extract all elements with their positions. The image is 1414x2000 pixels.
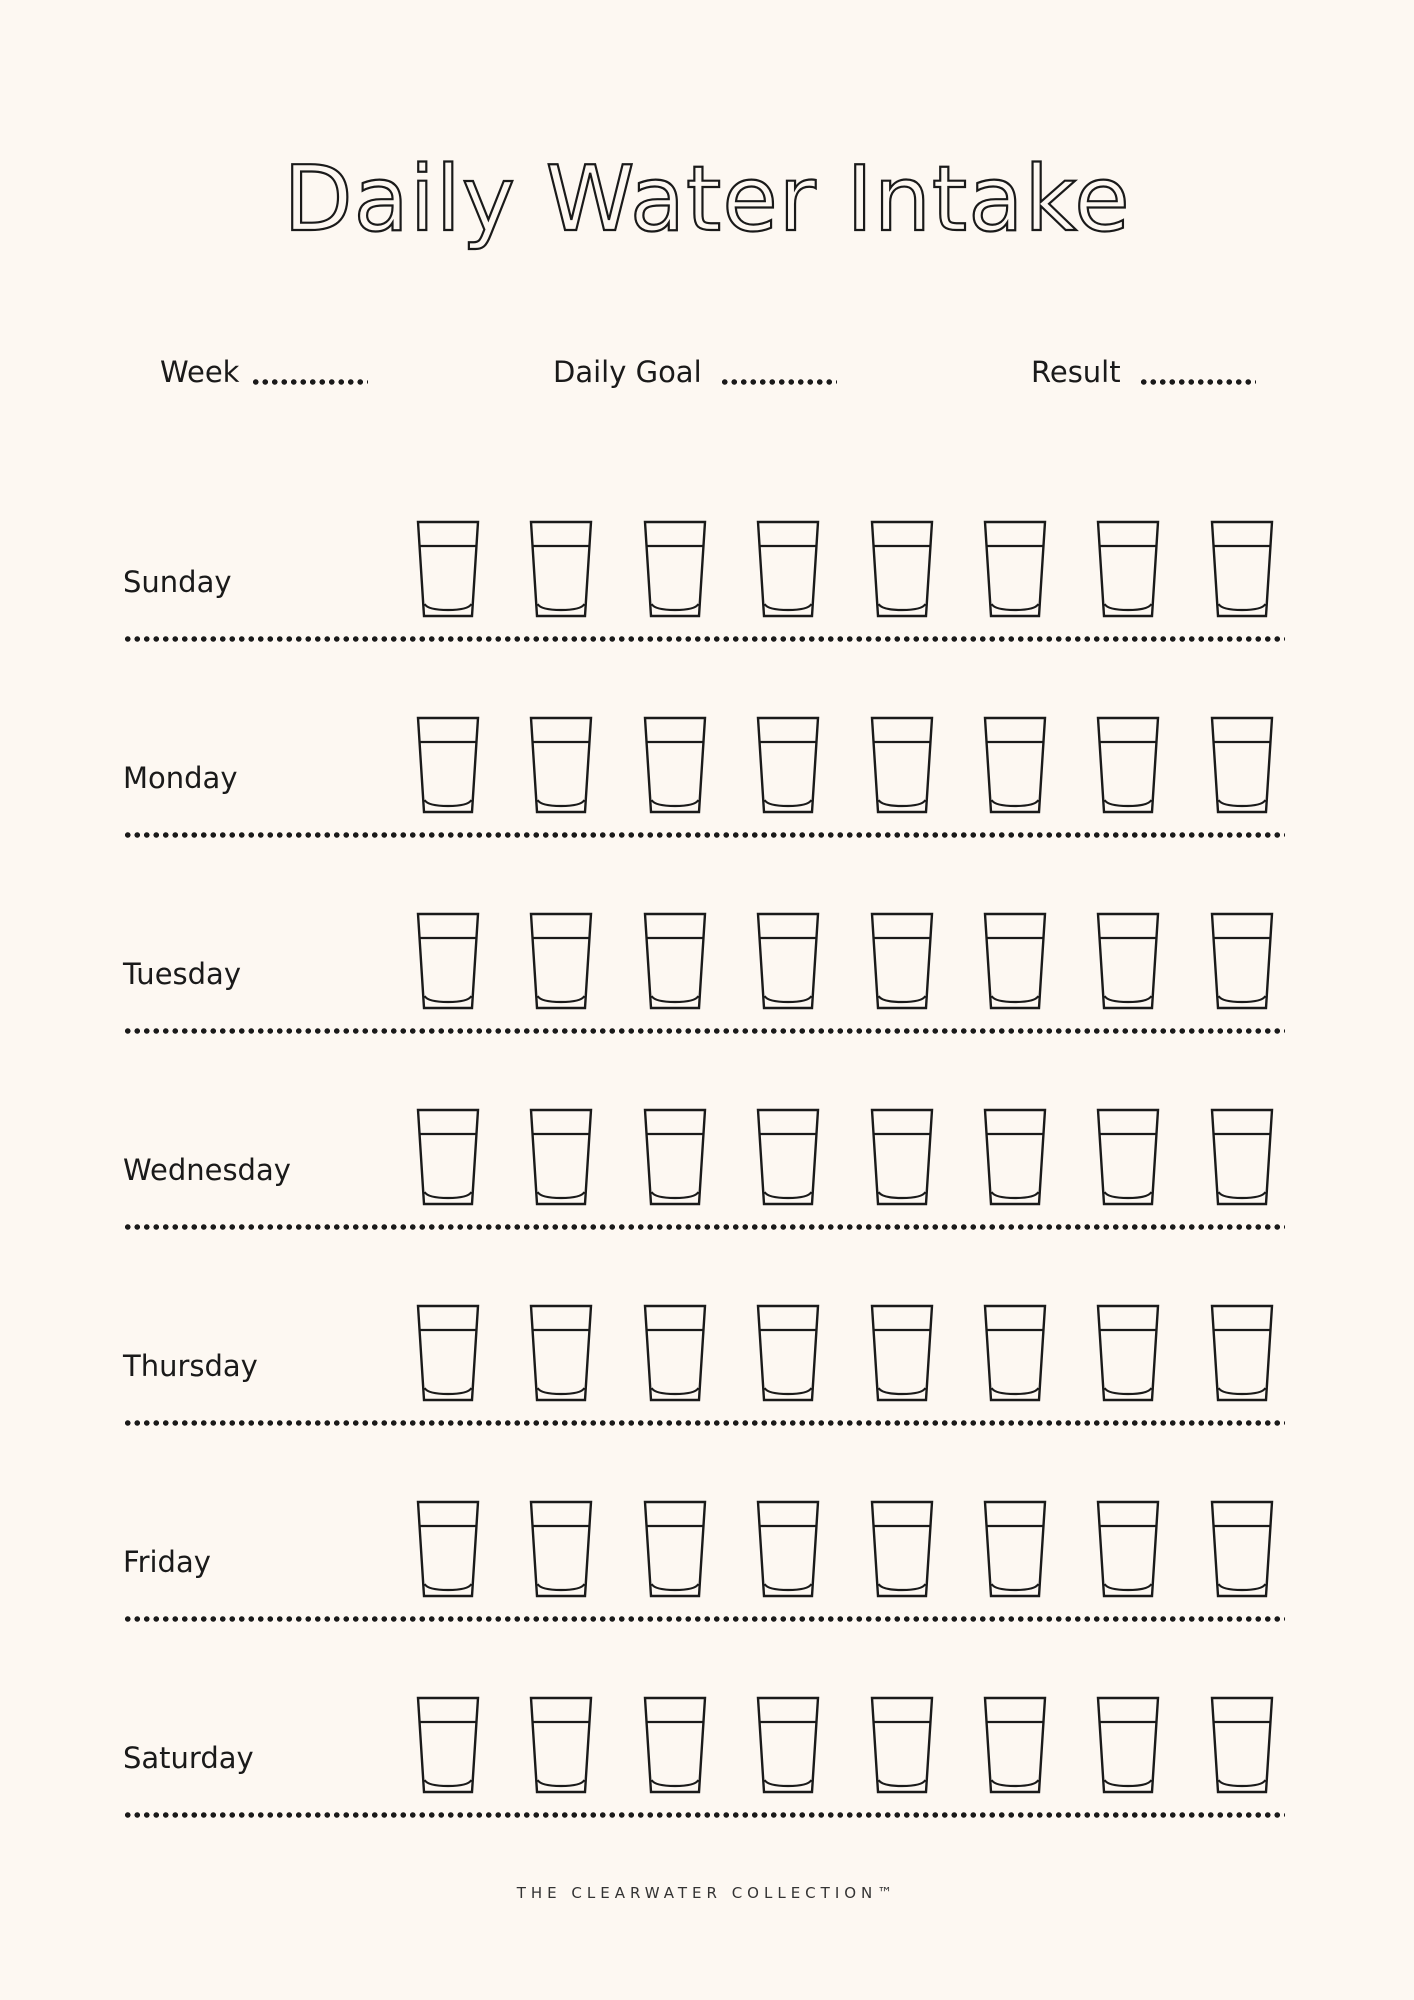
day-row [0,1500,1414,1696]
water-glass-icon[interactable] [756,1500,820,1600]
water-glass-icon[interactable] [756,912,820,1012]
water-glass-icon[interactable] [643,1108,707,1208]
water-glass-icon[interactable] [1096,1696,1160,1796]
water-glass-icon[interactable] [870,1500,934,1600]
water-glass-icon[interactable] [1096,1500,1160,1600]
day-label: Wednesday [123,1153,291,1187]
row-dotted-line[interactable] [123,635,1285,643]
water-glass-icon[interactable] [416,1500,480,1600]
day-label: Tuesday [123,957,241,991]
row-dotted-line[interactable] [123,1027,1285,1035]
water-glass-icon[interactable] [983,1304,1047,1404]
water-glass-icon[interactable] [983,912,1047,1012]
water-glass-icon[interactable] [983,1500,1047,1600]
water-glass-icon[interactable] [870,1108,934,1208]
water-glass-icon[interactable] [870,1304,934,1404]
water-glass-icon[interactable] [1096,912,1160,1012]
water-glass-icon[interactable] [416,716,480,816]
water-glass-icon[interactable] [756,1696,820,1796]
day-row [0,716,1414,912]
row-dotted-line[interactable] [123,1223,1285,1231]
page-title [0,130,1414,270]
water-glass-icon[interactable] [416,1696,480,1796]
row-dotted-line[interactable] [123,1615,1285,1623]
water-glass-icon[interactable] [643,912,707,1012]
water-glass-icon[interactable] [529,1108,593,1208]
water-glass-icon[interactable] [643,716,707,816]
water-glass-icon[interactable] [756,1304,820,1404]
water-glass-icon[interactable] [416,1108,480,1208]
result-label: Result [1031,355,1121,389]
water-glass-icon[interactable] [983,1108,1047,1208]
water-glass-icon[interactable] [1210,520,1274,620]
water-glass-icon[interactable] [643,1500,707,1600]
water-glass-icon[interactable] [416,1304,480,1404]
row-dotted-line[interactable] [123,831,1285,839]
water-glass-icon[interactable] [983,716,1047,816]
water-glass-icon[interactable] [870,716,934,816]
water-glass-icon[interactable] [1210,1696,1274,1796]
day-row [0,912,1414,1108]
water-glass-icon[interactable] [1210,912,1274,1012]
water-glass-icon[interactable] [643,520,707,620]
water-glass-icon[interactable] [870,912,934,1012]
water-glass-icon[interactable] [1210,716,1274,816]
water-glass-icon[interactable] [1096,520,1160,620]
water-glass-icon[interactable] [416,520,480,620]
page-title-text: Daily Water Intake [283,147,1131,252]
water-glass-icon[interactable] [529,1304,593,1404]
row-dotted-line[interactable] [123,1811,1285,1819]
water-glass-icon[interactable] [756,520,820,620]
water-glass-icon[interactable] [870,1696,934,1796]
water-glass-icon[interactable] [529,520,593,620]
result-field[interactable] [1031,352,1256,392]
day-row [0,520,1414,716]
water-glass-icon[interactable] [1096,1304,1160,1404]
day-row [0,1108,1414,1304]
week-dotted-line[interactable] [251,379,368,385]
day-label: Thursday [123,1349,258,1383]
week-label: Week [160,355,240,389]
water-glass-icon[interactable] [756,716,820,816]
water-glass-icon[interactable] [983,520,1047,620]
water-glass-icon[interactable] [416,912,480,1012]
week-field[interactable] [160,352,368,392]
day-label: Friday [123,1545,211,1579]
result-dotted-line[interactable] [1139,379,1256,385]
water-glass-icon[interactable] [529,912,593,1012]
daily-goal-field[interactable] [553,352,837,392]
water-glass-icon[interactable] [756,1108,820,1208]
water-glass-icon[interactable] [1210,1304,1274,1404]
day-label: Saturday [123,1741,254,1775]
water-glass-icon[interactable] [1096,716,1160,816]
day-label: Sunday [123,565,232,599]
water-glass-icon[interactable] [643,1304,707,1404]
daily-goal-dotted-line[interactable] [720,379,837,385]
day-row [0,1696,1414,1892]
day-label: Monday [123,761,238,795]
water-glass-icon[interactable] [1096,1108,1160,1208]
water-glass-icon[interactable] [870,520,934,620]
water-glass-icon[interactable] [529,1500,593,1600]
water-glass-icon[interactable] [1210,1500,1274,1600]
water-glass-icon[interactable] [643,1696,707,1796]
water-glass-icon[interactable] [529,716,593,816]
footer-brand: THE CLEARWATER COLLECTION™ [516,1884,898,1902]
day-row [0,1304,1414,1500]
water-glass-icon[interactable] [529,1696,593,1796]
daily-goal-label: Daily Goal [553,355,702,389]
row-dotted-line[interactable] [123,1419,1285,1427]
water-glass-icon[interactable] [983,1696,1047,1796]
water-glass-icon[interactable] [1210,1108,1274,1208]
